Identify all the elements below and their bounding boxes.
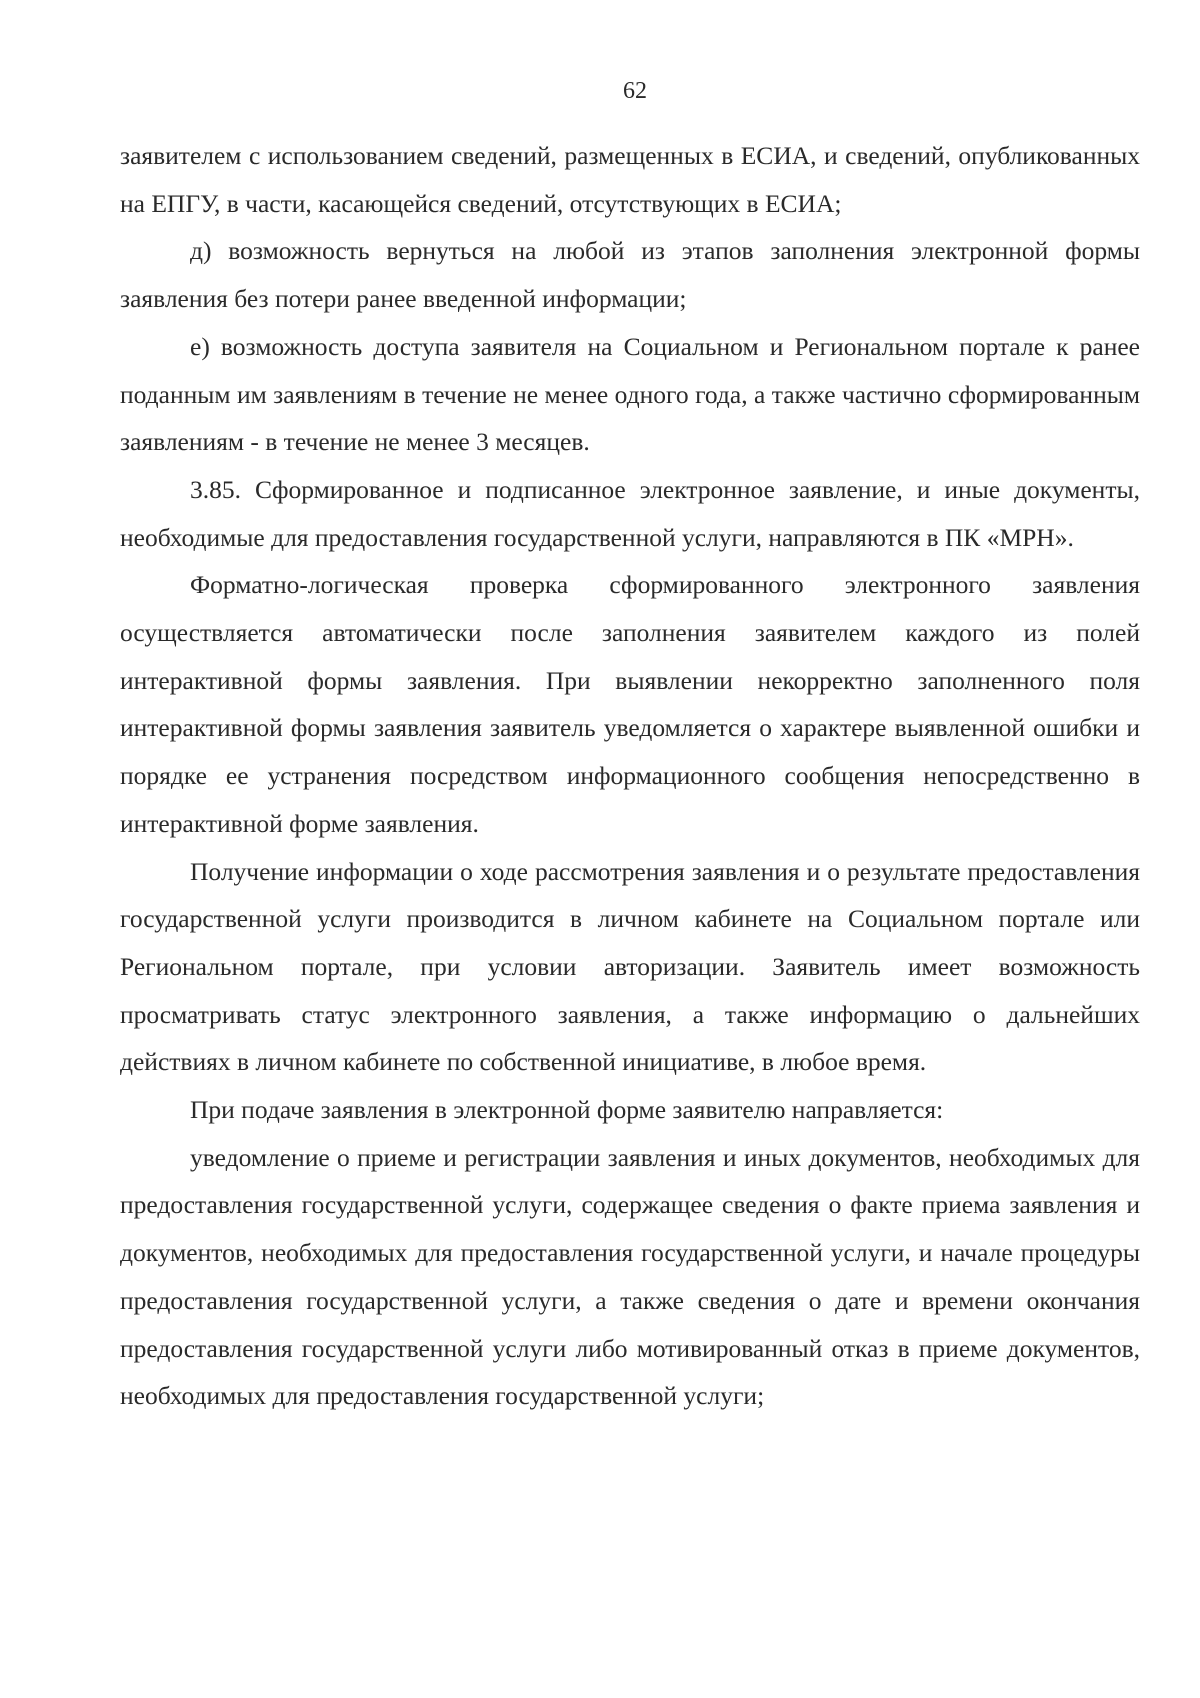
paragraph-section-3-85: 3.85. Сформированное и подписанное электронное заявление, и иные документы, необходимые для предоставления государственной услуги, направляются в ПК «МРН». — [120, 474, 1140, 552]
paragraph-notification: уведомление о приеме и регистрации заявления и иных документов, необходимых для предоставления государственной услуги, содержащее сведения о факте приема заявления и документов, необходимых для предоставления государственной услуги, и начале процедуры предоставления государственной услуги, а также сведения о дате и времени окончания предоставления государственной услуги либо мотивированный отказ в приеме документов, необходимых для предоставления государственной услуги; — [120, 1142, 1140, 1411]
paragraph-format-check: Форматно-логическая проверка сформированного электронного заявления осуществляется автоматически после заполнения заявителем каждого из полей интерактивной формы заявления. При выявлении некорректно заполненного поля интерактивной формы заявления заявитель уведомляется о характере выявленной ошибки и порядке ее устранения посредством информационного сообщения непосредственно в интерактивной форме заявления. — [120, 570, 1140, 838]
paragraph-item-e: е) возможность доступа заявителя на Социальном и Региональном портале к ранее поданным им заявлениям в течение не менее одного года, а также частично сформированным заявлениям - в течение не менее 3 месяцев. — [120, 331, 1140, 457]
paragraph-continuation: заявителем с использованием сведений, размещенных в ЕСИА, и сведений, опубликованных на ЕПГУ, в части, касающейся сведений, отсутствующих в ЕСИА; — [120, 141, 1140, 218]
page-number: 62 — [623, 78, 647, 104]
paragraph-submission-intro: При подаче заявления в электронной форме заявителю направляется: — [190, 1095, 944, 1125]
paragraph-status-info: Получение информации о ходе рассмотрения заявления и о результате предоставления государственной услуги производится в личном кабинете на Социальном портале или Региональном портале, при условии авторизации. Заявитель имеет возможность просматривать статус электронного заявления, а также информацию о дальнейших действиях в личном кабинете по собственной инициативе, в любое время. — [120, 856, 1140, 1077]
paragraph-item-d: д) возможность вернуться на любой из этапов заполнения электронной формы заявления без потери ранее введенной информации; — [120, 236, 1140, 314]
document-body — [120, 132, 1140, 1420]
